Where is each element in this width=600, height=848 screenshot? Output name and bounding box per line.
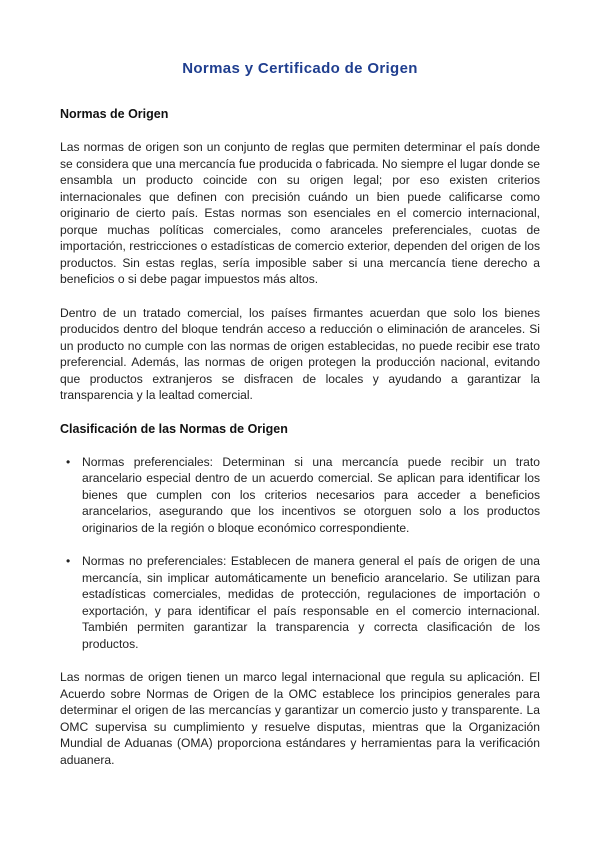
paragraph-legal-framework: Las normas de origen tienen un marco legal internacional que regula su aplicación. El Acuerdo sobre Normas de Origen de la OMC establece los principios generales para determinar el origen de las mercancías y garantizar un comercio justo y transparente. La OMC supervisa su cumplimiento y resuelve disputas, mientras que la Organización Mundial de Aduanas (OMA) proporciona estándares y herramientas para la verificación aduanera. — [60, 670, 540, 767]
page-title: Normas y Certificado de Origen — [182, 60, 418, 77]
section-heading-normas-de-origen: Normas de Origen — [60, 107, 169, 121]
paragraph-definition: Las normas de origen son un conjunto de reglas que permiten determinar el país donde se considera que una mercancía fue producida o fabricada. No siempre el lugar donde se ensambla un producto coincide con su origen legal; por eso existen criterios internacionales que definen con precisión cuándo un bien puede calificarse como originario de cierto país. Estas normas son esenciales en el comercio internacional, porque muchas políticas comerciales, como aranceles preferenciales, cuotas de importación, restricciones o estadísticas de comercio exterior, dependen del origen de los productos. Sin estas reglas, sería imposible saber si una mercancía tiene derecho a beneficios o si debe pagar impuestos más altos. — [60, 140, 541, 286]
bullet-icon: • — [66, 454, 71, 469]
bullet-icon: • — [66, 554, 71, 568]
list-item — [60, 454, 540, 537]
section-heading-clasificacion: Clasificación de las Normas de Origen — [60, 421, 288, 436]
list-item-text-preferenciales: Normas preferenciales: Determinan si una mercancía puede recibir un trato arancelario especial dentro de un acuerdo comercial. Se aplican para identificar los bienes que cumplen con los criterios necesarios para acceder a beneficios arancelarios, asegurando que los incentivos se otorguen solo a los productos originarios de la región o bloque económico correspondiente. — [82, 454, 540, 535]
classification-list — [60, 454, 540, 653]
paragraph-trade-agreement: Dentro de un tratado comercial, los países firmantes acuerdan que solo los bienes producidos dentro del bloque tendrán acceso a reducción o eliminación de aranceles. Si un producto no cumple con las normas de origen establecidas, no puede recibir ese trato preferencial. Además, las normas de origen protegen la producción nacional, evitando que productos extranjeros se disfracen de locales y ayudando a garantizar la transparencia y la lealtad comercial. — [60, 305, 540, 402]
list-item-text-no-preferenciales: Normas no preferenciales: Establecen de manera general el país de origen de una mercancía, sin implicar automáticamente un beneficio arancelario. Se utilizan para estadísticas comerciales, medidas de protección, regulaciones de importación o exportación, y para identificar el país responsable en el comercio internacional. También permiten garantizar la transparencia y correcta clasificación de los productos. — [82, 554, 540, 651]
list-item — [60, 553, 540, 652]
